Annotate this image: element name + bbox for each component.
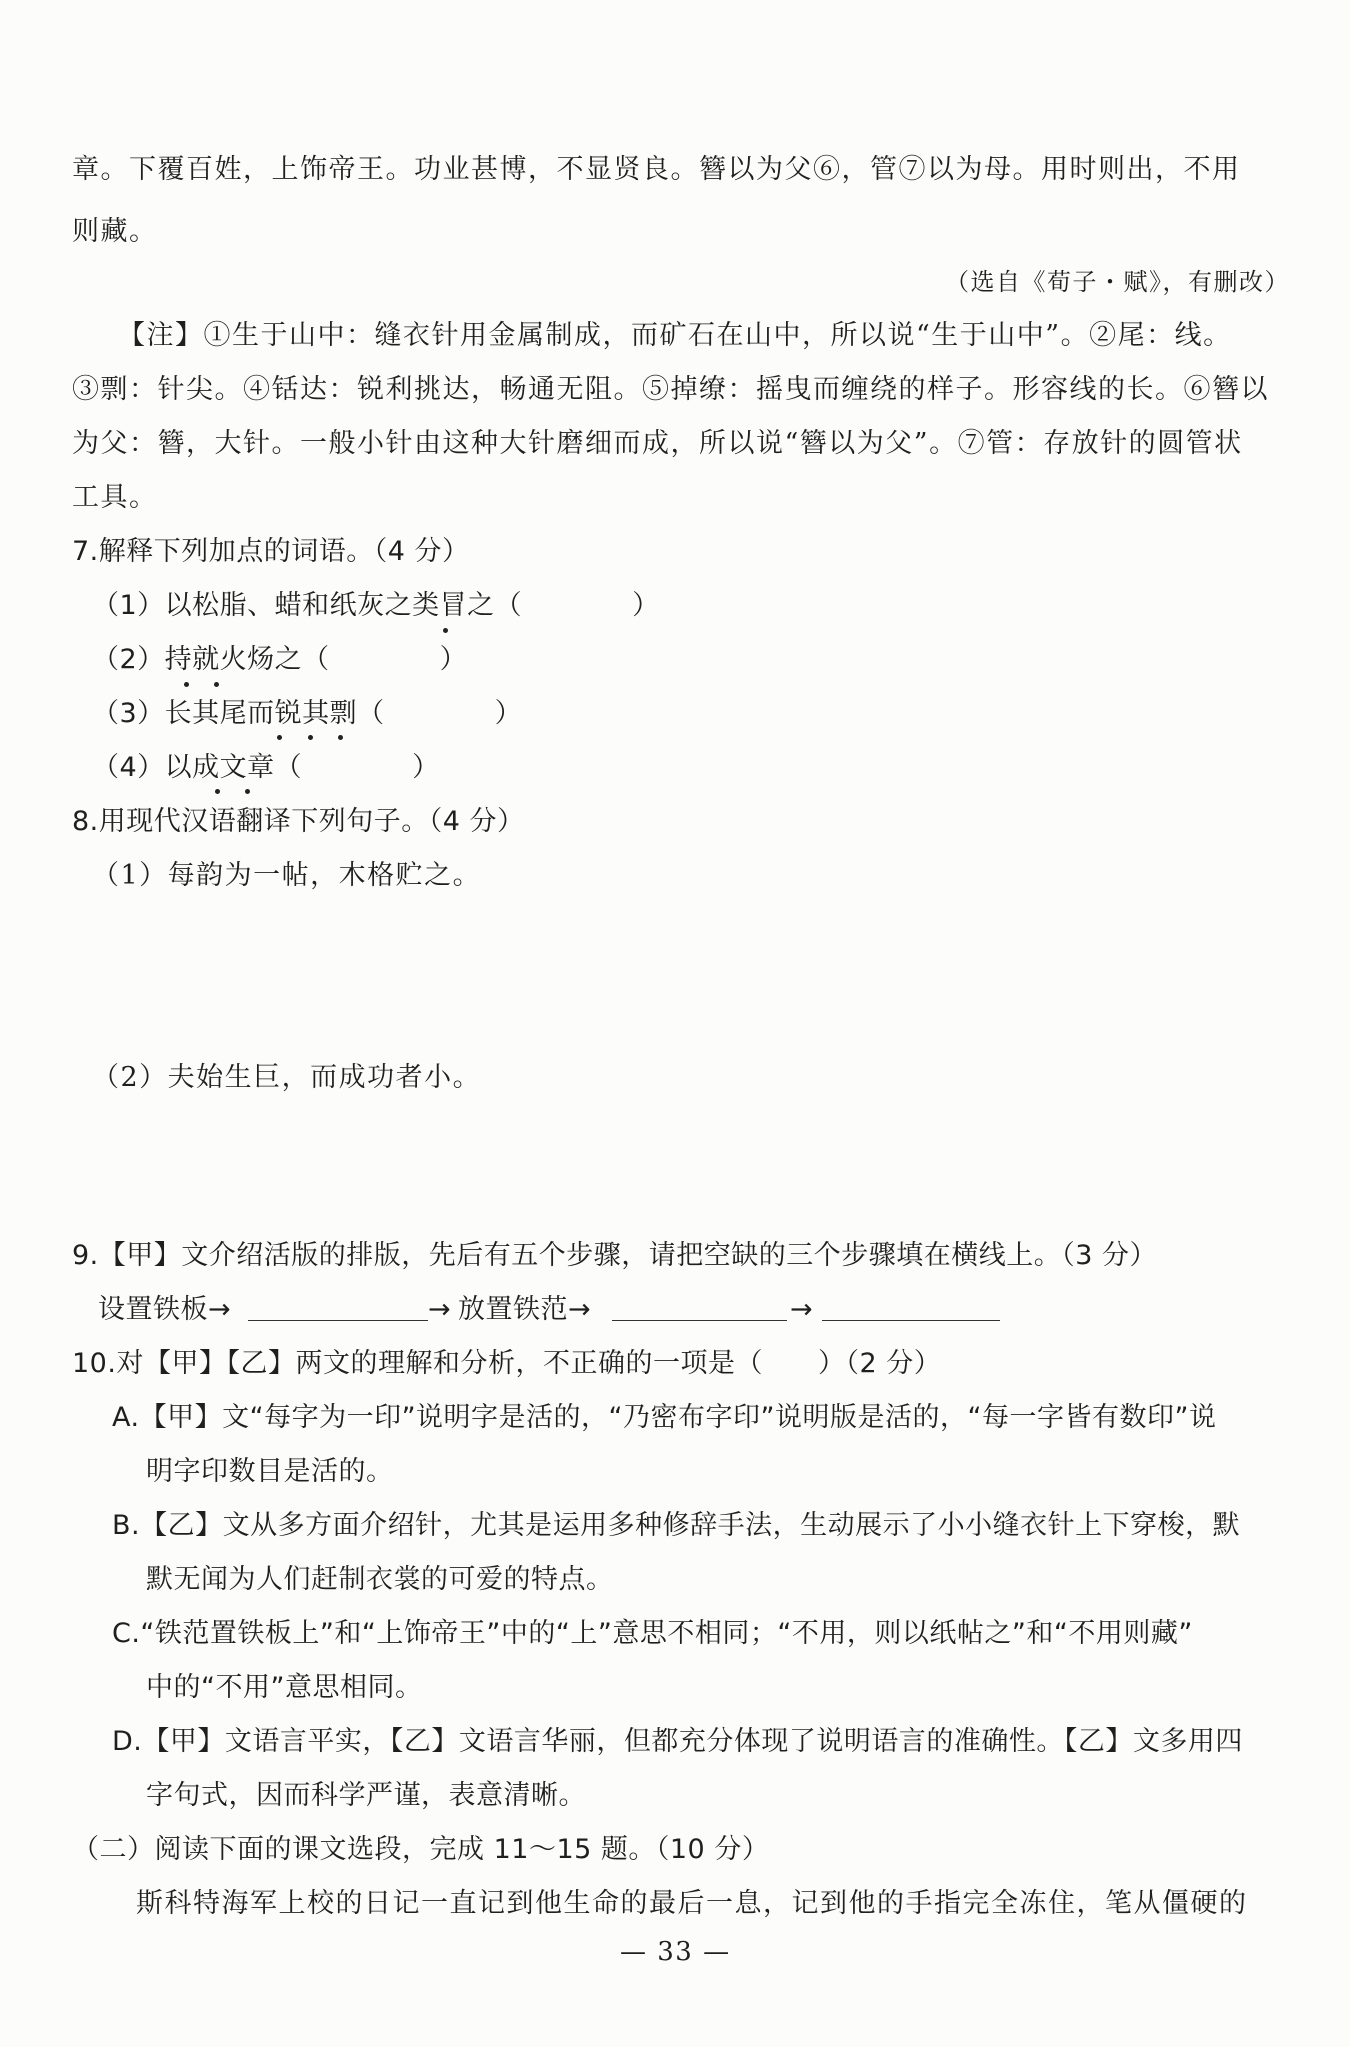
section-2-text: 斯科特海军上校的日记一直记到他生命的最后一息，记到他的手指完全冻住，笔从僵硬的	[136, 1888, 1248, 1919]
notes-line: 工具。	[72, 482, 158, 513]
option-b: B.【乙】文从多方面介绍针，尤其是运用多种修辞手法，生动展示了小小缝衣针上下穿梭，默	[112, 1510, 1241, 1541]
question-7-item: （2）持就火炀之（ ）	[92, 644, 468, 675]
answer-blank[interactable]	[612, 1320, 787, 1321]
emphasis-dot	[308, 735, 313, 740]
notes-line: 为父：簪，大针。一般小针由这种大针磨细而成，所以说“簪以为父”。⑦管：存放针的圆管状	[72, 428, 1243, 459]
passage-source: （选自《荀子・赋》，有删改）	[945, 268, 1290, 296]
answer-blank[interactable]	[248, 1320, 428, 1321]
notes-line: ③剽：针尖。④铦达：锐利挑达，畅通无阻。⑤掉缭：摇曳而缠绕的样子。形容线的长。⑥簪以	[72, 374, 1269, 405]
question-9-title: 9.【甲】文介绍活版的排版，先后有五个步骤，请把空缺的三个步骤填在横线上。（3 分）	[72, 1240, 1158, 1271]
option-a: 明字印数目是活的。	[146, 1456, 394, 1487]
question-7-item: （3）长其尾而锐其剽（ ）	[92, 698, 523, 729]
page-number: — 33 —	[620, 1937, 731, 1967]
emphasis-dot	[245, 789, 250, 794]
question-8-title: 8.用现代汉语翻译下列句子。（4 分）	[72, 806, 525, 837]
answer-blank[interactable]	[822, 1320, 1000, 1321]
question-10-title: 10.对【甲】【乙】两文的理解和分析，不正确的一项是（ ）（2 分）	[72, 1348, 942, 1379]
option-b: 默无闻为人们赶制衣裳的可爱的特点。	[146, 1564, 614, 1595]
emphasis-dot	[443, 628, 448, 633]
option-d: D.【甲】文语言平实，【乙】文语言华丽，但都充分体现了说明语言的准确性。【乙】文多用四	[112, 1726, 1243, 1757]
question-7-item: （4）以成文章（ ）	[92, 752, 440, 783]
question-9-step: 放置铁范→	[458, 1294, 592, 1325]
emphasis-dot	[184, 682, 189, 687]
question-7-title: 7.解释下列加点的词语。（4 分）	[72, 536, 470, 567]
passage-line: 则藏。	[72, 216, 158, 247]
question-8-item: （2）夫始生巨，而成功者小。	[92, 1062, 482, 1093]
option-a: A.【甲】文“每字为一印”说明字是活的，“乃密布字印”说明版是活的，“每一字皆有数印”说	[112, 1402, 1217, 1433]
emphasis-dot	[338, 735, 343, 740]
question-9-arrow: →	[428, 1294, 452, 1325]
question-9-arrow: →	[790, 1294, 814, 1325]
question-7-item: （1）以松脂、蜡和纸灰之类冒之（ ）	[92, 590, 660, 621]
emphasis-dot	[277, 735, 282, 740]
emphasis-dot	[215, 789, 220, 794]
option-d: 字句式，因而科学严谨，表意清晰。	[146, 1780, 586, 1811]
option-c: 中的“不用”意思相同。	[146, 1672, 423, 1703]
notes-line: 【注】①生于山中：缝衣针用金属制成，而矿石在山中，所以说“生于山中”。②尾：线。	[118, 320, 1232, 351]
emphasis-dot	[214, 682, 219, 687]
passage-line: 章。下覆百姓，上饰帝王。功业甚博，不显贤良。簪以为父⑥，管⑦以为母。用时则出，不用	[72, 154, 1241, 185]
question-8-item: （1）每韵为一帖，木格贮之。	[92, 860, 482, 891]
option-c: C.“铁范置铁板上”和“上饰帝王”中的“上”意思不相同；“不用，则以纸帖之”和“不用则藏”	[112, 1618, 1193, 1649]
question-9-step: 设置铁板→	[98, 1294, 232, 1325]
section-2-title: （二）阅读下面的课文选段，完成 11～15 题。（10 分）	[72, 1834, 770, 1865]
